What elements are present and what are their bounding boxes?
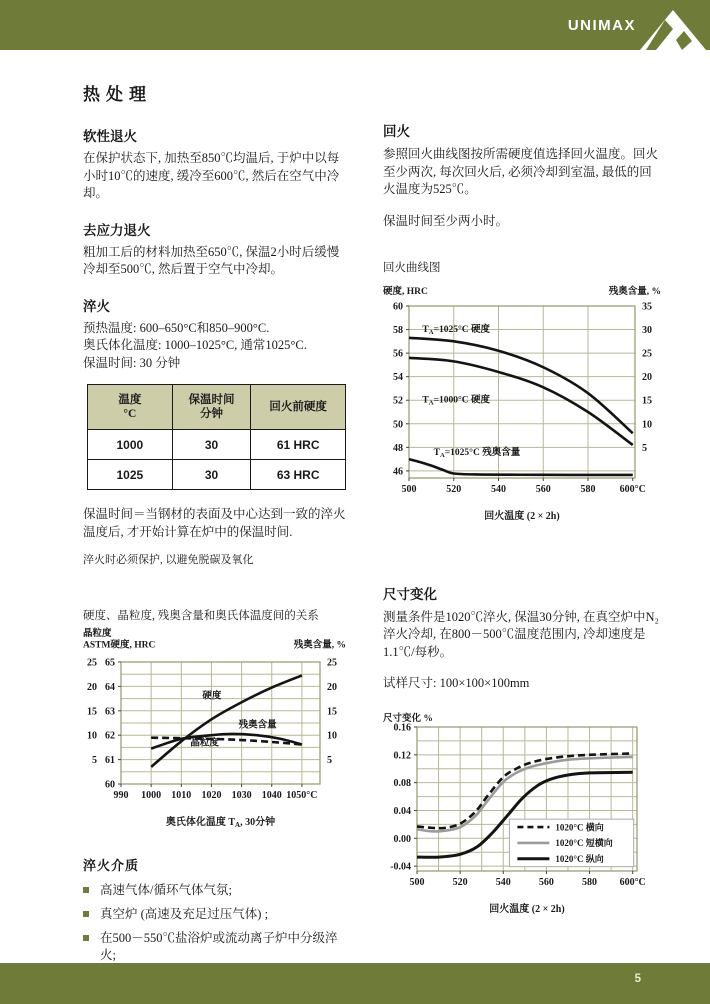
tempering-body: 参照回火曲线图按所需硬度值选择回火温度。回火至少两次, 每次回火后, 必须冷却到室温, 最低的回火温度为525℃。	[383, 147, 659, 196]
svg-text:0.16: 0.16	[393, 722, 411, 733]
hardening-heading: 淬火	[83, 298, 110, 314]
left-column	[83, 80, 346, 1004]
svg-text:25: 25	[327, 657, 337, 668]
austenitizing-chart	[83, 626, 346, 835]
page-number: 5	[634, 973, 641, 985]
table-row	[88, 460, 346, 490]
svg-text:1020°C 短横向: 1020°C 短横向	[555, 837, 613, 848]
svg-text:520: 520	[446, 483, 462, 495]
soft-annealing-heading: 软性退火	[83, 129, 137, 144]
svg-text:1010: 1010	[171, 789, 192, 801]
svg-text:TA=1025°C 残奥含量: TA=1025°C 残奥含量	[433, 447, 521, 459]
svg-text:54: 54	[393, 371, 403, 383]
svg-text:10: 10	[87, 730, 97, 742]
right-column	[383, 120, 661, 922]
svg-text:50: 50	[393, 418, 403, 430]
tempering-chart	[383, 284, 661, 529]
svg-text:5: 5	[327, 754, 332, 766]
svg-text:残奥含量, %: 残奥含量, %	[608, 286, 661, 297]
page-title: 热处理	[83, 85, 152, 104]
svg-text:520: 520	[452, 876, 468, 888]
square-bullet-icon	[83, 935, 89, 941]
dimensional-chart-svg	[383, 711, 661, 917]
dimensional-chart	[383, 711, 661, 922]
svg-text:540: 540	[491, 483, 507, 495]
cell-time: 30	[172, 430, 251, 460]
square-bullet-icon	[83, 887, 89, 893]
svg-text:残奥含量: 残奥含量	[238, 719, 277, 730]
svg-text:1040: 1040	[261, 789, 282, 801]
cell-hardness: 63 HRC	[251, 460, 346, 490]
table-row	[88, 430, 346, 460]
tempering-holding-time: 保温时间至少两小时。	[383, 213, 509, 228]
dimensional-changes-body: 测量条件是1020℃淬火, 保温30分钟, 在真空炉中N₂淬火冷却, 在800－500℃温度范围内, 冷却速度是1.1℃/每秒。	[383, 609, 659, 659]
svg-text:20: 20	[327, 681, 337, 693]
svg-text:1020: 1020	[201, 789, 222, 801]
svg-text:500: 500	[401, 483, 417, 495]
svg-text:-0.04: -0.04	[390, 861, 411, 873]
unimax-mountain-logo	[636, 10, 708, 50]
tempering-chart-svg	[383, 284, 661, 524]
svg-text:ASTM硬度, HRC: ASTM硬度, HRC	[83, 640, 156, 650]
brand-wordmark: UNIMAX	[567, 17, 636, 34]
protection-note: 淬火时必须保护, 以避免脱碳及氧化	[83, 554, 254, 566]
table-header-hardness: 回火前硬度	[251, 385, 346, 430]
svg-text:5: 5	[92, 754, 97, 766]
table-header-holding-time: 保温时间 分钟	[172, 385, 251, 430]
svg-text:1020°C 纵向: 1020°C 纵向	[555, 853, 604, 864]
svg-text:TA=1000°C 硬度: TA=1000°C 硬度	[422, 395, 491, 406]
svg-text:0.04: 0.04	[393, 805, 411, 817]
svg-text:52: 52	[393, 395, 403, 407]
svg-text:回火温度 (2 × 2h): 回火温度 (2 × 2h)	[484, 510, 560, 522]
svg-text:25: 25	[642, 348, 652, 360]
svg-text:500: 500	[409, 876, 425, 888]
austenitizing-chart-svg	[83, 626, 346, 830]
list-item: 高速气体/循环气体气氛;	[83, 882, 346, 899]
stress-relieving-body: 粗加工后的材料加热至650℃, 保温2小时后缓慢冷却至500℃, 然后置于空气中冷却。	[83, 244, 340, 276]
svg-text:560: 560	[538, 876, 554, 888]
svg-text:560: 560	[535, 483, 551, 495]
square-bullet-icon	[83, 911, 89, 917]
header-bar	[0, 0, 710, 50]
svg-text:0.12: 0.12	[393, 749, 411, 761]
svg-text:TA=1025°C 硬度: TA=1025°C 硬度	[422, 324, 491, 336]
svg-text:10: 10	[327, 730, 337, 742]
table-header-temperature: 温度 °C	[88, 385, 173, 430]
austenitizing-chart-title: 硬度、晶粒度, 残奥含量和奥氏体温度间的关系	[83, 610, 319, 622]
svg-text:15: 15	[87, 705, 97, 717]
svg-text:0.00: 0.00	[393, 833, 411, 845]
tempering-chart-title: 回火曲线图	[383, 262, 441, 274]
svg-text:晶粒度: 晶粒度	[190, 737, 219, 748]
svg-text:1050°C: 1050°C	[286, 789, 318, 801]
hardening-table	[87, 384, 346, 490]
svg-text:15: 15	[642, 395, 652, 407]
svg-text:1020°C 横向: 1020°C 横向	[555, 821, 604, 832]
tempering-heading: 回火	[383, 124, 410, 139]
svg-text:35: 35	[642, 301, 652, 312]
hardening-line: 奥氏体化温度: 1000–1025°C, 通常1025°C.	[83, 338, 307, 352]
svg-text:20: 20	[87, 681, 97, 693]
cell-hardness: 61 HRC	[251, 430, 346, 460]
svg-text:1000: 1000	[141, 789, 162, 801]
svg-text:5: 5	[642, 442, 647, 454]
footer-bar	[0, 963, 710, 1004]
svg-text:25: 25	[87, 657, 97, 668]
holding-time-note: 保温时间＝当钢材的表面及中心达到一致的淬火温度后, 才开始计算在炉中的保温时间.	[83, 507, 346, 539]
svg-text:56: 56	[393, 348, 403, 360]
svg-text:15: 15	[327, 705, 337, 717]
svg-text:600°C: 600°C	[619, 483, 646, 495]
svg-text:1030: 1030	[231, 789, 252, 801]
svg-text:580: 580	[580, 483, 596, 495]
svg-text:63: 63	[105, 705, 115, 717]
quenching-media-heading: 淬火介质	[83, 857, 140, 873]
list-item: 在500－550℃盐浴炉或流动离子炉中分级淬火;	[83, 930, 346, 964]
svg-text:硬度: 硬度	[202, 691, 222, 702]
cell-temp: 1025	[88, 460, 173, 490]
cell-temp: 1000	[88, 430, 173, 460]
svg-text:65: 65	[105, 657, 115, 668]
svg-text:58: 58	[393, 324, 403, 336]
svg-text:残奥含量, %: 残奥含量, %	[293, 640, 346, 650]
soft-annealing-body: 在保护状态下, 加热至850℃均温后, 于炉中以每小时10℃的速度, 缓冷至600℃, 然后在空气中冷却。	[83, 151, 340, 200]
svg-text:64: 64	[105, 681, 115, 693]
svg-text:46: 46	[393, 465, 403, 477]
svg-text:600°C: 600°C	[619, 876, 646, 888]
svg-text:60: 60	[393, 301, 403, 312]
sample-size: 试样尺寸: 100×100×100mm	[383, 676, 530, 690]
svg-text:10: 10	[642, 418, 652, 430]
svg-text:0.08: 0.08	[393, 777, 411, 789]
svg-text:尺寸变化 %: 尺寸变化 %	[383, 713, 433, 724]
dimensional-changes-heading: 尺寸变化	[383, 586, 437, 602]
svg-text:580: 580	[582, 876, 598, 888]
svg-text:60: 60	[105, 779, 115, 790]
svg-text:30: 30	[642, 324, 652, 336]
svg-text:回火温度 (2 × 2h): 回火温度 (2 × 2h)	[489, 903, 565, 915]
svg-text:61: 61	[105, 754, 115, 766]
svg-text:晶粒度: 晶粒度	[83, 628, 112, 639]
svg-text:20: 20	[642, 371, 652, 383]
svg-text:硬度, HRC: 硬度, HRC	[383, 286, 428, 297]
cell-time: 30	[172, 460, 251, 490]
list-item: 真空炉 (高速及充足过压气体) ;	[83, 906, 346, 923]
svg-text:奥氏体化温度 TA, 30分钟: 奥氏体化温度 TA, 30分钟	[165, 816, 276, 829]
hardening-line: 预热温度: 600–650°C和850–900°C.	[83, 320, 270, 335]
hardening-line: 保温时间: 30 分钟	[83, 355, 181, 370]
svg-text:62: 62	[105, 730, 115, 742]
stress-relieving-heading: 去应力退火	[83, 222, 151, 238]
svg-text:990: 990	[113, 789, 129, 801]
svg-text:540: 540	[495, 876, 511, 888]
svg-text:48: 48	[393, 442, 403, 454]
